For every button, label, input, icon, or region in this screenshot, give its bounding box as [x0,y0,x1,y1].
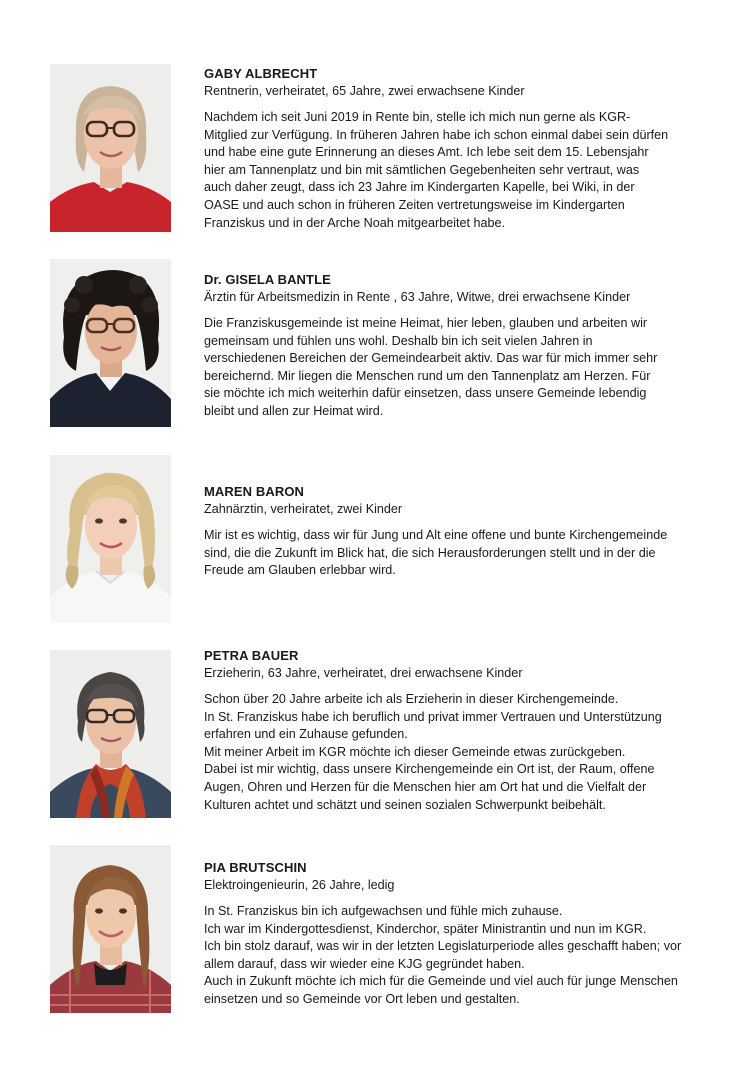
bio-line: Ich war im Kindergottesdienst, Kinderchor, später Ministrantin und nun im KGR. [204,921,647,936]
portrait-illustration [50,845,171,1013]
candidate-photo [50,64,171,232]
bio-line: Augen, Ohren und Herzen für die Menschen hier am Ort hat und die Vielfalt der [204,779,647,794]
bio-line: und habe eine gute Erinnerung an dieses Amt. Ich lebe seit dem 15. Lebensjahr [204,145,649,160]
candidate-text [204,484,724,580]
bio-line: Franziskus und in der Arche Noah mitgearbeitet habe. [204,215,506,230]
candidate-name: GABY ALBRECHT [204,66,318,81]
bio-line: bleibt und allen zur Heimat wird. [204,403,384,418]
bio-line: erfahren und ein Zuhause gefunden. [204,727,408,742]
candidate-name: MAREN BARON [204,484,305,499]
portrait-illustration [50,64,171,232]
candidate-subtitle: Zahnärztin, verheiratet, zwei Kinder [204,502,403,516]
candidate-subtitle: Erzieherin, 63 Jahre, verheiratet, drei erwachsene Kinder [204,666,523,680]
bio-line: Freude am Glauben erlebbar wird. [204,563,396,578]
candidate-bio [204,903,724,1009]
portrait-illustration [50,259,171,427]
bio-line: auch daher zeugt, dass ich 23 Jahre im Kindergarten Kapelle, bei Wiki, in der [204,180,635,195]
bio-line: Schon über 20 Jahre arbeite ich als Erzieherin in dieser Kirchengemeinde. [204,692,619,706]
portrait-illustration [50,650,171,818]
candidate-text [204,66,724,232]
candidate-text [204,272,724,421]
bio-line: OASE und auch schon in früheren Zeiten vertretungsweise im Kindergarten [204,197,625,212]
candidate-text [204,648,724,814]
candidate-text [204,860,724,1009]
bio-line: Auch in Zukunft möchte ich mich für die Gemeinde und viel auch für junge Menschen [204,974,678,989]
bio-line: einsetzen und so Gemeinde vor Ort leben und gestalten. [204,991,520,1006]
bio-line: sind, die die Zukunft im Blick hat, die sich Herausforderungen stellt und in der die [204,545,656,560]
candidate-photo [50,259,171,427]
candidate-name: Dr. GISELA BANTLE [204,272,331,287]
candidate-bio [204,315,724,421]
candidate-bio [204,527,724,580]
bio-line: Dabei ist mir wichtig, dass unsere Kirchengemeinde ein Ort ist, der Raum, offene [204,762,655,777]
bio-line: bereichernd. Mir liegen die Menschen rund um den Tannenplatz am Herzen. Für [204,368,651,383]
bio-line: In St. Franziskus habe ich beruflich und privat immer Vertrauen und Unterstützung [204,709,662,724]
candidate-name: PIA BRUTSCHIN [204,860,307,875]
candidate-subtitle: Ärztin für Arbeitsmedizin in Rente , 63 Jahre, Witwe, drei erwachsene Kinder [204,290,631,304]
bio-line: Mitglied zur Verfügung. In früheren Jahren habe ich schon einmal dabei sein dürfen [204,127,669,142]
bio-line: In St. Franziskus bin ich aufgewachsen und fühle mich zuhause. [204,904,563,918]
bio-line: allem darauf, dass wir wieder eine KJG gegründet haben. [204,956,525,971]
candidate-subtitle: Elektroingenieurin, 26 Jahre, ledig [204,878,395,892]
candidate-photo [50,455,171,623]
candidate-name: PETRA BAUER [204,648,299,663]
candidate-photo [50,650,171,818]
portrait-illustration [50,455,171,623]
bio-line: gemeinsam und fühlen uns wohl. Deshalb bin ich seit vielen Jahren in [204,333,593,348]
bio-line: Die Franziskusgemeinde ist meine Heimat, hier leben, glauben und arbeiten wir [204,316,648,330]
bio-line: verschiedenen Bereichen der Gemeindearbeit aktiv. Das war für mich immer sehr [204,351,658,366]
bio-line: Kulturen achtet und schätzt und seinen sozialen Schwerpunkt beibehält. [204,797,606,812]
candidate-subtitle: Rentnerin, verheiratet, 65 Jahre, zwei erwachsene Kinder [204,84,525,98]
bio-line: Mit meiner Arbeit im KGR möchte ich dieser Gemeinde etwas zurückgeben. [204,744,626,759]
bio-line: sie möchte ich mich weiterhin dafür einsetzen, dass unsere Gemeinde lebendig [204,386,647,401]
bio-line: Ich bin stolz darauf, was wir in der letzten Legislaturperiode alles geschafft haben; vor [204,939,682,954]
candidate-bio [204,109,724,232]
bio-line: hier am Tannenplatz und bin mit sämtlichen Gegebenheiten sehr vertraut, was [204,162,640,177]
bio-line: Nachdem ich seit Juni 2019 in Rente bin, stelle ich mich nun gerne als KGR- [204,110,631,124]
candidate-photo [50,845,171,1013]
candidate-bio [204,691,724,814]
bio-line: Mir ist es wichtig, dass wir für Jung und Alt eine offene und bunte Kirchengemeinde [204,528,668,542]
